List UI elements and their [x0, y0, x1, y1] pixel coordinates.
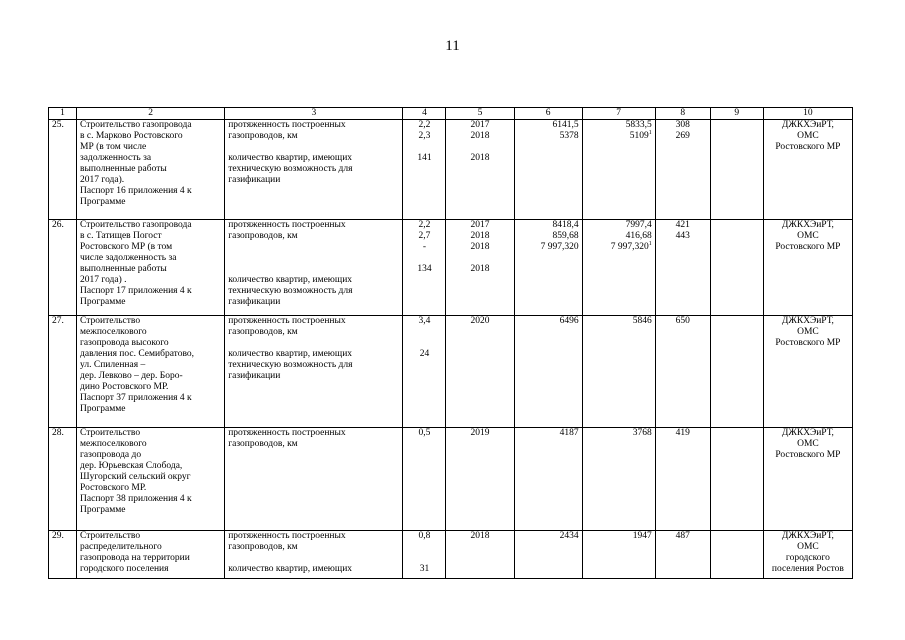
cell-line: Шугорский сельский округ [80, 472, 191, 482]
cell-line: 2434 [559, 531, 579, 541]
cell-line: 0,5 [418, 428, 431, 438]
row-number-cell: 28. [49, 428, 77, 531]
column-header: 4 [403, 108, 446, 120]
footnote-marker: 1 [648, 130, 652, 136]
share-cell [655, 220, 710, 316]
indicator-cell [225, 120, 403, 220]
table-row [49, 428, 853, 531]
cell-line: дино Ростовского МР. [80, 382, 169, 392]
cell-line: Ростовского МР [775, 338, 841, 348]
indicator-cell [225, 316, 403, 428]
cell-line [406, 253, 442, 264]
cell-line: 5846 [632, 316, 652, 326]
value-cell [403, 531, 446, 579]
budget-cell [582, 531, 655, 579]
cell-line [406, 553, 442, 564]
cell-line: 0,8 [418, 531, 431, 541]
cell-line: 2018 [470, 242, 490, 252]
year-cell [446, 531, 514, 579]
cell-line: Программе [80, 197, 126, 207]
share-cell [655, 316, 710, 428]
cell-line: 5833,5 [625, 120, 652, 130]
cell-line: 2017 [470, 220, 490, 230]
table-row [49, 120, 853, 220]
cell-line: 2018 [470, 231, 490, 241]
event-name-cell [77, 428, 225, 531]
empty-cell [710, 316, 763, 428]
cell-line: газификации [228, 371, 281, 381]
cell-line: ДЖКХЭиРТ, [781, 428, 834, 438]
cell-line: газопроводов, км [228, 131, 298, 141]
cell-line [406, 338, 442, 349]
cell-line: межпоселкового [80, 439, 147, 449]
cell-line [228, 142, 399, 153]
cell-line: газификации [228, 175, 281, 185]
total-cost-cell [514, 220, 582, 316]
cell-line: газопровода на территории [80, 553, 190, 563]
cell-line: ОМС [797, 439, 819, 449]
cell-line: выполненные работы [80, 164, 167, 174]
cell-line: количество квартир, имеющих [228, 349, 353, 359]
cell-line: газопроводов, км [228, 231, 298, 241]
executor-cell [763, 220, 852, 316]
cell-line: Строительство [80, 531, 141, 541]
cell-line: 859,68 [552, 231, 579, 241]
cell-line [228, 242, 399, 253]
cell-line: 2018 [470, 131, 490, 141]
program-table [48, 107, 853, 579]
cell-line: протяженность построенных [228, 531, 346, 541]
cell-line: ОМС [797, 327, 819, 337]
cell-line: 269 [675, 131, 690, 141]
share-cell [655, 531, 710, 579]
year-cell [446, 428, 514, 531]
event-name-cell [77, 220, 225, 316]
row-number-cell: 25. [49, 120, 77, 220]
table-row [49, 531, 853, 579]
cell-line: давления пос. Семибратово, [80, 349, 194, 359]
row-number-cell: 26. [49, 220, 77, 316]
cell-line: числе задолженность за [80, 253, 177, 263]
column-header: 8 [655, 108, 710, 120]
cell-line: 3,4 [418, 316, 431, 326]
cell-line: Строительство [80, 428, 141, 438]
cell-line: межпоселкового [80, 327, 147, 337]
cell-line: Строительство [80, 316, 141, 326]
cell-line: 7 997,320$^1$ [610, 241, 652, 252]
empty-cell [710, 120, 763, 220]
value-cell [403, 220, 446, 316]
footnote-marker: 1 [648, 241, 652, 247]
cell-line: протяженность построенных [228, 220, 346, 230]
cell-line: 308 [675, 120, 690, 130]
cell-line: 2020 [470, 316, 490, 326]
cell-line: Строительство газопровода [80, 220, 192, 230]
cell-line: Программе [80, 297, 126, 307]
cell-line: 5378 [559, 131, 579, 141]
cell-line: 7 997,320 [540, 242, 579, 252]
cell-line [449, 142, 510, 153]
cell-line: Ростовского МР [775, 242, 841, 252]
column-header: 3 [225, 108, 403, 120]
cell-line: техническую возможность для [228, 360, 353, 370]
executor-cell [763, 531, 852, 579]
cell-line: 6496 [559, 316, 579, 326]
cell-line: ДЖКХЭиРТ, [781, 220, 834, 230]
cell-line: 8418,4 [552, 220, 579, 230]
cell-line: газопровода до [80, 450, 142, 460]
cell-line [228, 253, 399, 264]
row-number-cell: 27. [49, 316, 77, 428]
total-cost-cell [514, 428, 582, 531]
executor-cell [763, 120, 852, 220]
cell-line: 1947 [632, 531, 652, 541]
cell-line: 421 [675, 220, 690, 230]
indicator-cell [225, 531, 403, 579]
column-header: 9 [710, 108, 763, 120]
cell-line: 650 [675, 316, 690, 326]
empty-cell [710, 428, 763, 531]
budget-cell [582, 220, 655, 316]
value-cell [403, 428, 446, 531]
cell-line: 2017 года) . [80, 275, 127, 285]
row-number-cell: 29. [49, 531, 77, 579]
indicator-cell [225, 428, 403, 531]
cell-line: Ростовского МР [775, 142, 841, 152]
column-header: 7 [582, 108, 655, 120]
share-cell [655, 428, 710, 531]
indicator-cell [225, 220, 403, 316]
cell-line [406, 542, 442, 553]
cell-line: 5109$^1$ [629, 130, 652, 141]
cell-line: ОМС [797, 231, 819, 241]
cell-line: количество квартир, имеющих [228, 275, 353, 285]
cell-line: 134 [417, 264, 432, 274]
year-cell [446, 316, 514, 428]
cell-line: 2,7 [418, 231, 431, 241]
cell-line: ДЖКХЭиРТ, [781, 120, 834, 130]
cell-line [406, 327, 442, 338]
cell-line: газопроводов, км [228, 327, 298, 337]
empty-cell [710, 220, 763, 316]
cell-line: Паспорт 38 приложения 4 к [80, 494, 192, 504]
event-name-cell [77, 531, 225, 579]
share-cell [655, 120, 710, 220]
cell-line: 2,2 [418, 120, 431, 130]
year-cell [446, 220, 514, 316]
cell-line: Паспорт 17 приложения 4 к [80, 286, 192, 296]
cell-line: 443 [675, 231, 690, 241]
cell-line [449, 253, 510, 264]
cell-line: в с. Татищев Погост [80, 231, 162, 241]
cell-line: Ростовского МР. [80, 483, 147, 493]
cell-line: газопровода высокого [80, 338, 169, 348]
cell-line: 3768 [632, 428, 652, 438]
event-name-cell [77, 316, 225, 428]
event-name-cell [77, 120, 225, 220]
budget-cell [582, 428, 655, 531]
cell-line: ул. Спиленная – [80, 360, 146, 370]
cell-line: 7997,4 [625, 220, 652, 230]
cell-line: протяженность построенных [228, 316, 346, 326]
cell-line: 31 [419, 564, 430, 574]
cell-line [228, 338, 399, 349]
cell-line: протяженность построенных [228, 120, 346, 130]
cell-line: 2018 [470, 264, 490, 274]
year-cell [446, 120, 514, 220]
cell-line: задолженность за [80, 153, 152, 163]
cell-line: ОМС [797, 131, 819, 141]
cell-line: 419 [675, 428, 690, 438]
cell-line: распределительного [80, 542, 162, 552]
cell-line: в с. Марково Ростовского [80, 131, 183, 141]
cell-line: 2017 [470, 120, 490, 130]
cell-line: газопроводов, км [228, 439, 298, 449]
cell-line: количество квартир, имеющих [228, 153, 353, 163]
cell-line: 141 [417, 153, 432, 163]
cell-line: выполненные работы [80, 264, 167, 274]
column-header: 10 [763, 108, 852, 120]
cell-line: техническую возможность для [228, 286, 353, 296]
cell-line: техническую возможность для [228, 164, 353, 174]
value-cell [403, 120, 446, 220]
column-header: 6 [514, 108, 582, 120]
cell-line: дер. Левково – дер. Боро- [80, 371, 183, 381]
budget-cell [582, 120, 655, 220]
total-cost-cell [514, 531, 582, 579]
cell-line [228, 553, 399, 564]
page-number: 11 [445, 38, 460, 54]
cell-line: 2017 года). [80, 175, 125, 185]
cell-line: газификации [228, 297, 281, 307]
total-cost-cell [514, 316, 582, 428]
executor-cell [763, 316, 852, 428]
column-header: 1 [49, 108, 77, 120]
executor-cell [763, 428, 852, 531]
cell-line: - [422, 242, 427, 252]
header-row [49, 108, 853, 120]
cell-line: поселения Ростов [771, 564, 844, 574]
cell-line: ДЖКХЭиРТ, [781, 316, 834, 326]
cell-line [406, 142, 442, 153]
cell-line: Ростовского МР (в том [80, 242, 173, 252]
column-header: 5 [446, 108, 514, 120]
cell-line: протяженность построенных [228, 428, 346, 438]
value-cell [403, 316, 446, 428]
cell-line: Строительство газопровода [80, 120, 192, 130]
cell-line: 2,2 [418, 220, 431, 230]
table-row [49, 316, 853, 428]
cell-line [228, 264, 399, 275]
cell-line: городского поселения [80, 564, 169, 574]
cell-line: 2018 [470, 531, 490, 541]
cell-line: дер. Юрьевская Слобода, [80, 461, 183, 471]
cell-line: 487 [675, 531, 690, 541]
column-header: 2 [77, 108, 225, 120]
cell-line: 416,68 [625, 231, 652, 241]
cell-line: 24 [419, 349, 430, 359]
cell-line: 2,3 [418, 131, 431, 141]
cell-line: 4187 [559, 428, 579, 438]
cell-line: Программе [80, 404, 126, 414]
empty-cell [710, 531, 763, 579]
cell-line: количество квартир, имеющих [228, 564, 353, 574]
cell-line: МР (в том числе [80, 142, 147, 152]
cell-line: 2018 [470, 153, 490, 163]
total-cost-cell [514, 120, 582, 220]
budget-cell [582, 316, 655, 428]
cell-line: ОМС [797, 542, 819, 552]
cell-line: Программе [80, 505, 126, 515]
cell-line: ДЖКХЭиРТ, [781, 531, 834, 541]
cell-line: 6141,5 [552, 120, 579, 130]
cell-line: Паспорт 16 приложения 4 к [80, 186, 192, 196]
cell-line: Ростовского МР [775, 450, 841, 460]
cell-line: 2019 [470, 428, 490, 438]
cell-line: городского [785, 553, 830, 563]
cell-line: газопроводов, км [228, 542, 298, 552]
cell-line: Паспорт 37 приложения 4 к [80, 393, 192, 403]
table-row [49, 220, 853, 316]
